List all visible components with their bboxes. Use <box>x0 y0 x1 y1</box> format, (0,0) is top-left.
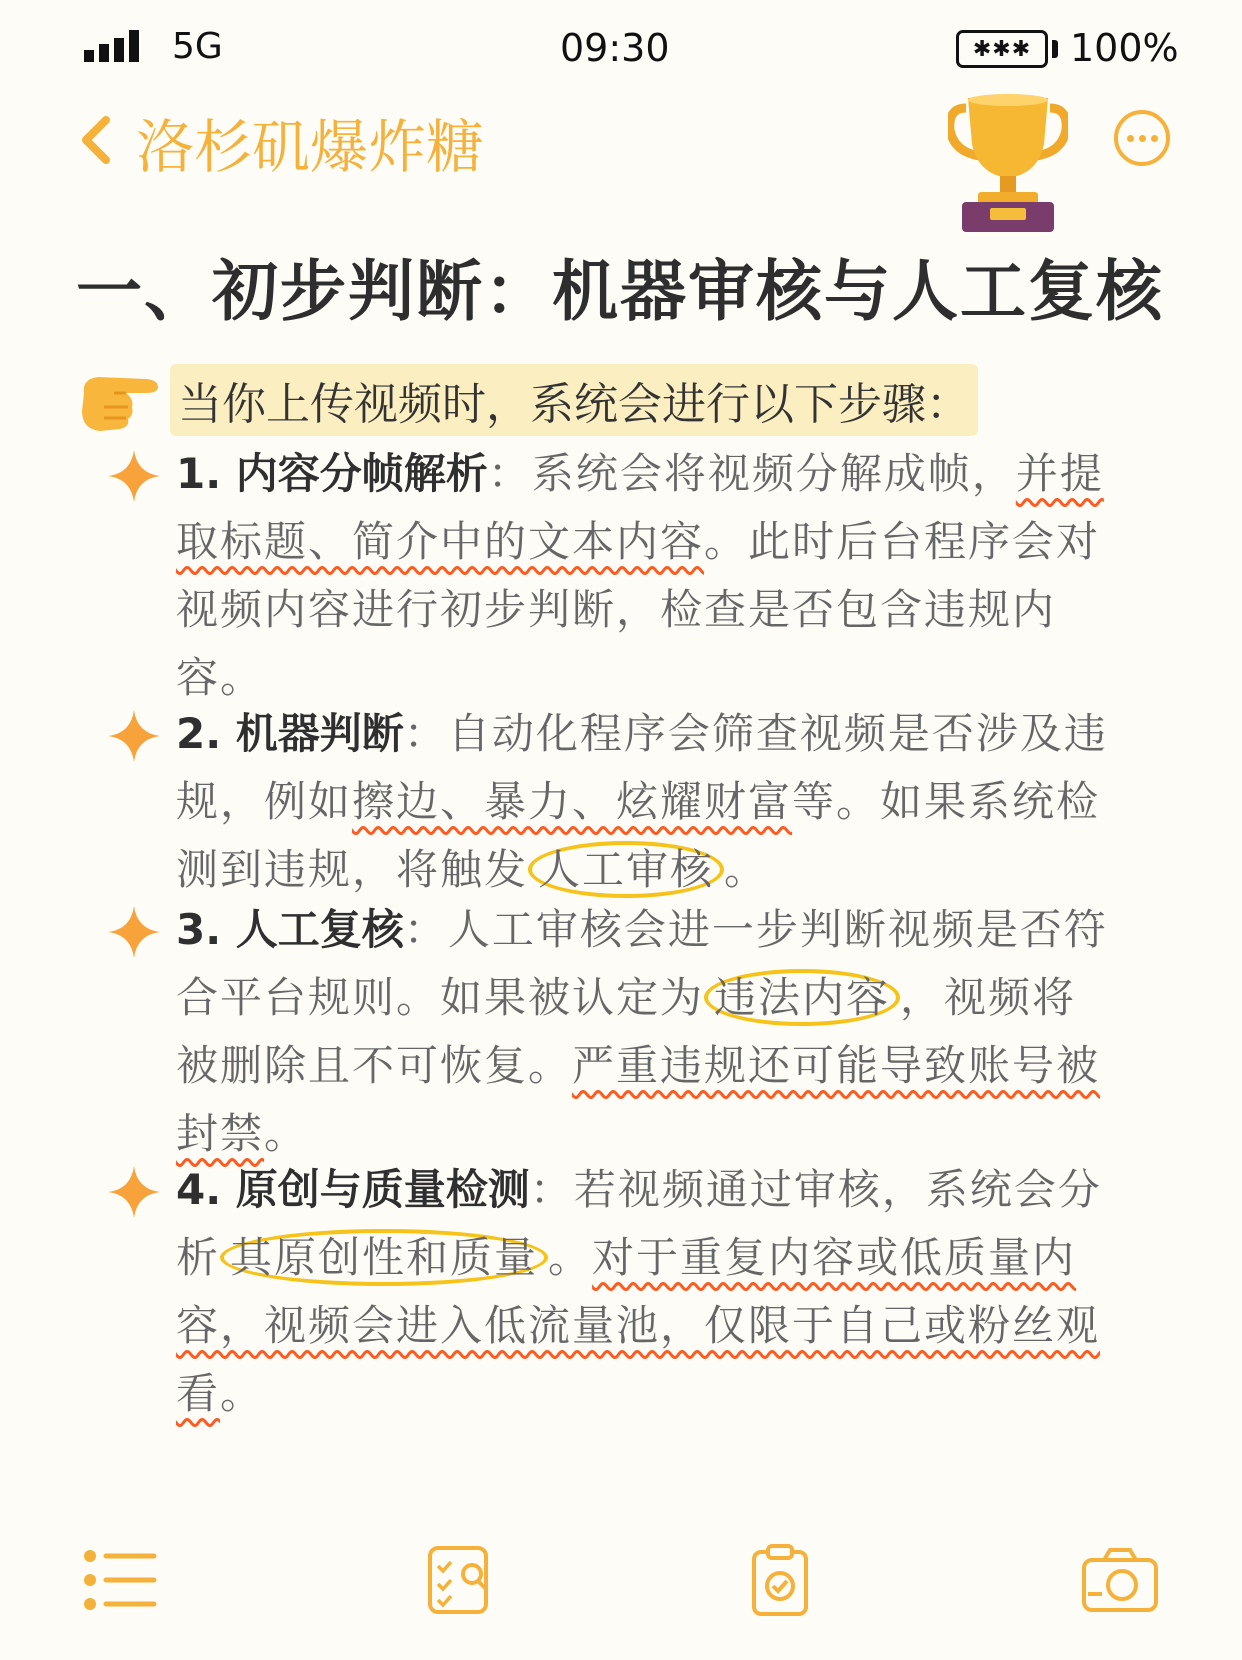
notebook-title[interactable]: 洛杉矶爆炸糖 <box>136 113 485 181</box>
list-item <box>108 700 1108 904</box>
item-segment: 人工审核会进一步判断视频是否符合平台规则。如果被认定为 <box>176 905 1108 1022</box>
item-segment: 等。如果系统检测到违规，将触发 <box>176 777 1101 894</box>
network-type: 5G <box>172 26 223 67</box>
back-chevron-icon[interactable] <box>72 110 122 170</box>
circled-phrase: 人工审核 <box>528 841 724 898</box>
battery-percent: 100% <box>1070 26 1179 70</box>
underlined-phrase: 严重违规还可能导致账号被封禁 <box>176 1041 1101 1158</box>
signal-icon <box>84 30 139 62</box>
item-text <box>176 700 1108 904</box>
bottom-toolbar <box>0 1540 1242 1640</box>
item-segment: 。此时后台程序会对视频内容进行初步判断，检查是否包含违规内容。 <box>176 517 1101 702</box>
pointing-hand-icon <box>74 365 170 435</box>
sparkle-icon <box>108 450 160 502</box>
underlined-phrase: 对于重复内容或低质量内容，视频会进入低流量池，仅限于自己或粉丝观看 <box>176 1233 1101 1418</box>
checklist-search-icon[interactable] <box>420 1540 500 1620</box>
item-title: 4. 原创与质量检测 <box>176 1165 530 1214</box>
item-segment: 系统会将视频分解成帧， <box>531 449 1016 498</box>
status-bar <box>0 0 1242 100</box>
list-item <box>108 440 1108 712</box>
item-sep: ： <box>487 449 532 498</box>
more-options-button[interactable] <box>1114 110 1170 166</box>
sparkle-icon <box>108 710 160 762</box>
item-text <box>176 1156 1108 1428</box>
sparkle-icon <box>108 906 160 958</box>
trophy-icon <box>948 94 1068 234</box>
item-sep: ： <box>529 1165 574 1214</box>
item-segment: 。 <box>264 1109 309 1158</box>
underlined-phrase: 擦边、暴力、炫耀财富 <box>352 777 793 826</box>
item-sep: ： <box>403 905 448 954</box>
camera-icon[interactable] <box>1080 1540 1160 1620</box>
intro-text: 当你上传视频时，系统会进行以下步骤： <box>170 364 978 436</box>
intro-line <box>74 360 978 440</box>
list-item <box>108 896 1108 1168</box>
sparkle-icon <box>108 1166 160 1218</box>
item-segment: 。 <box>724 845 769 894</box>
circled-phrase: 违法内容 <box>704 969 900 1026</box>
item-segment: 。 <box>548 1233 593 1282</box>
item-segment: 自动化程序会筛查视频是否涉及违规，例如 <box>176 709 1108 826</box>
clipboard-check-icon[interactable] <box>740 1540 820 1620</box>
underlined-phrase: 并提取标题、简介中的文本内容 <box>176 449 1104 566</box>
item-text <box>176 896 1108 1168</box>
item-title: 2. 机器判断 <box>176 709 404 758</box>
item-sep: ： <box>403 709 448 758</box>
item-segment: 。 <box>220 1369 265 1418</box>
list-item <box>108 1156 1108 1428</box>
clock: 09:30 <box>560 26 670 70</box>
section-heading: 一、初步判断：机器审核与人工复核 <box>76 253 1164 330</box>
item-text <box>176 440 1108 712</box>
battery-cap <box>1052 40 1058 58</box>
battery-icon: ✱✱✱ <box>956 30 1048 68</box>
item-segment: 若视频通过审核，系统会分析 <box>176 1165 1102 1282</box>
list-icon[interactable] <box>80 1540 160 1620</box>
item-title: 1. 内容分帧解析 <box>176 449 488 498</box>
circled-phrase: 其原创性和质量 <box>220 1229 548 1286</box>
item-title: 3. 人工复核 <box>176 905 404 954</box>
item-segment: ，视频将被删除且不可恢复。 <box>176 973 1077 1090</box>
